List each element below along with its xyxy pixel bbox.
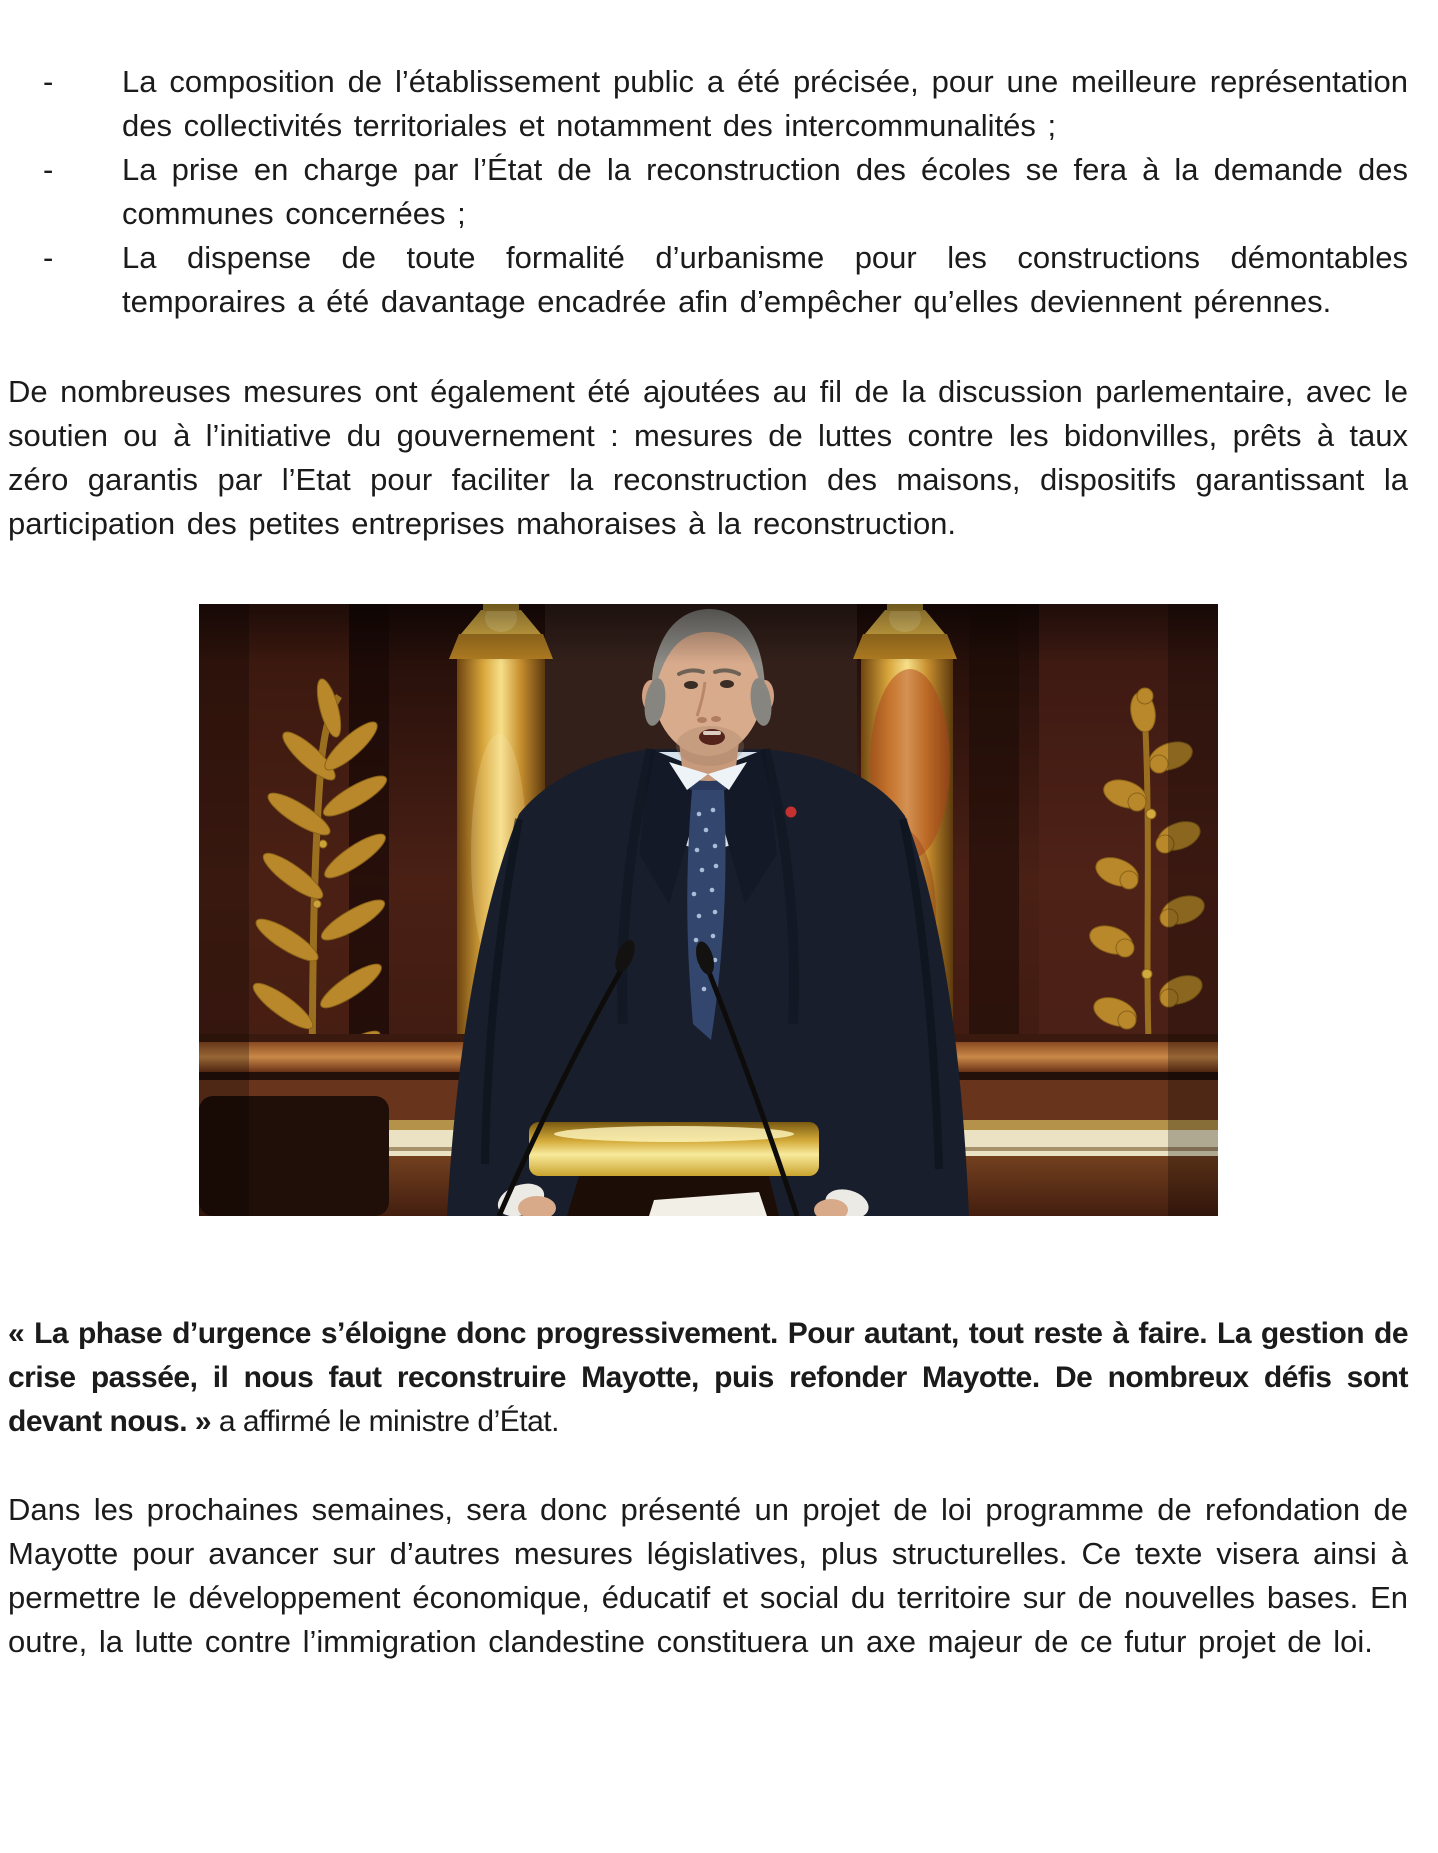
quote-paragraph: [8, 1312, 1408, 1444]
bullet-item: [43, 148, 1408, 236]
bullet-item: [43, 236, 1408, 324]
quote-attribution: a affirmé le ministre d’État.: [211, 1405, 559, 1438]
bullet-marker: -: [43, 64, 54, 99]
assembly-photo: [199, 604, 1218, 1216]
paragraph-next-steps: Dans les prochaines semaines, sera donc présenté un projet de loi programme de refondation de Mayotte pour avancer sur d’autres mesures législatives, plus structurelles. Ce texte visera ainsi à permettre le développement économique, éducatif et social du territoire sur de nouvelles bases. En outre, la lutte contre l’immigration clandestine constituera un axe majeur de ce futur projet de loi.: [8, 1492, 1408, 1659]
bullet-text: La dispense de toute formalité d’urbanisme pour les constructions démontables temporaires a été davantage encadrée afin d’empêcher qu’elles deviennent pérennes.: [122, 240, 1408, 319]
bullet-text: La prise en charge par l’État de la reconstruction des écoles se fera à la demande des communes concernées ;: [122, 152, 1408, 231]
assembly-photo-illustration: [199, 604, 1218, 1216]
bullet-marker: -: [43, 240, 54, 275]
bullet-text: La composition de l’établissement public a été précisée, pour une meilleure représentation des collectivités territoriales et notamment des intercommunalités ;: [122, 64, 1408, 143]
bullet-list: [43, 60, 1408, 324]
quote-bold-text: « La phase d’urgence s’éloigne donc progressivement. Pour autant, tout reste à faire. La gestion de crise passée, il nous faut reconstruire Mayotte, puis refonder Mayotte. De nombreux défis sont devant nous. »: [8, 1317, 1408, 1438]
paragraph-measures: De nombreuses mesures ont également été ajoutées au fil de la discussion parlementaire, avec le soutien ou à l’initiative du gouvernement : mesures de luttes contre les bidonvilles, prêts à taux zéro garantis par l’Etat pour faciliter la reconstruction des maisons, dispositifs garantissant la participation des petites entreprises mahoraises à la reconstruction.: [8, 374, 1408, 541]
bullet-item: [43, 60, 1408, 148]
bullet-marker: -: [43, 152, 54, 187]
